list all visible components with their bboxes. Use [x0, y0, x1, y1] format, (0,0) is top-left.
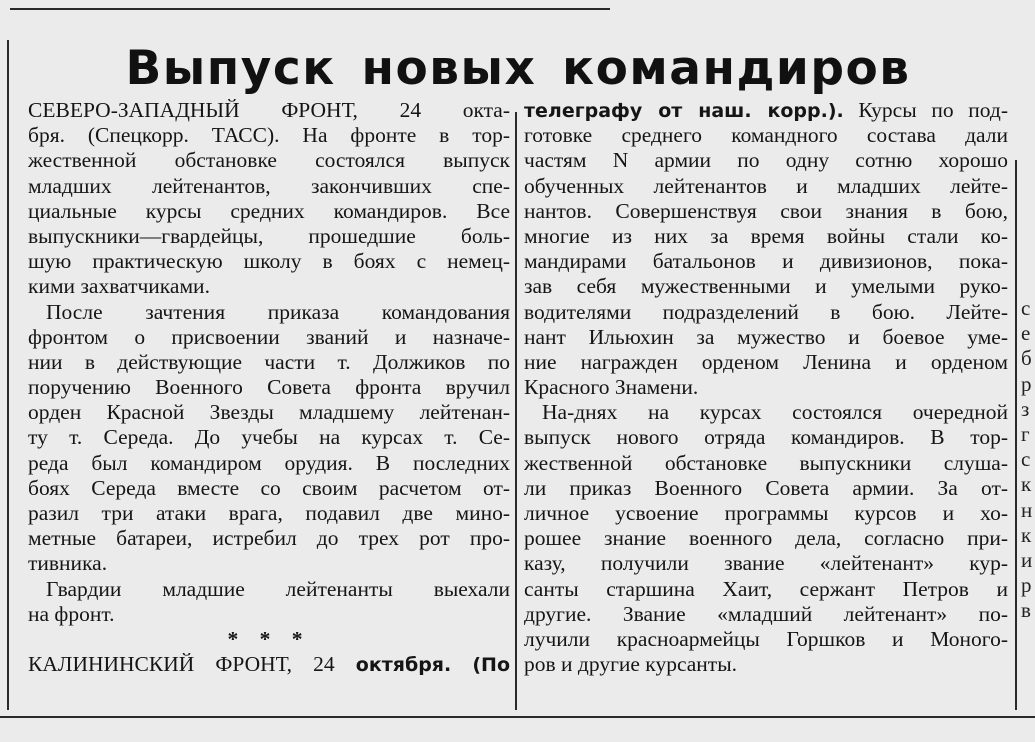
- article-line: метные батареи, истребил до трех рот про-: [28, 526, 510, 551]
- article-line: готовке среднего командного состава дали: [524, 123, 1008, 148]
- article-line: выпускники—гвардейцы, прошедшие боль-: [28, 223, 510, 248]
- dateline-bold: (По: [472, 654, 510, 677]
- right-column: [524, 98, 1008, 677]
- edge-letter: г: [1021, 421, 1030, 446]
- article-line: После зачтения приказа командования: [46, 299, 510, 324]
- edge-letter: с: [1021, 447, 1031, 472]
- article-line: ров и другие курсанты.: [524, 652, 738, 677]
- article-line: жественной обстановке выпускники слуша-: [524, 450, 1008, 475]
- article-line: другие. Звание «младший лейтенант» по-: [524, 601, 1008, 626]
- article-line: мандирами батальонов и дивизионов, пока-: [524, 249, 1008, 274]
- article-line: лучили красноармейцы Горшков и Моного-: [524, 626, 1008, 651]
- article-line: младших лейтенантов, закончивших спе-: [28, 173, 510, 198]
- edge-letter: и: [1021, 547, 1033, 572]
- article-line: шую практическую школу в боях с немец-: [28, 249, 510, 274]
- section-separator: * * *: [227, 626, 311, 651]
- edge-letter: к: [1021, 522, 1032, 547]
- article-line: обученных лейтенантов и младших лейте-: [524, 173, 1008, 198]
- article-line: СЕВЕРО-ЗАПАДНЫЙ ФРОНТ, 24 окта-: [28, 98, 510, 122]
- article-line: нант Ильюхин за мужество и боевое уме-: [524, 324, 1008, 349]
- bottom-rule: [0, 716, 1035, 718]
- article-line: боях Середа вместе со своим расчетом от-: [28, 475, 510, 500]
- article-line: личное усвоение программы курсов и хо-: [524, 501, 1008, 525]
- dateline-text: КАЛИНИНСКИЙ ФРОНТ, 24 октября. (По: [28, 652, 510, 677]
- edge-letter: к: [1021, 472, 1032, 497]
- article-line: нантов. Совершенствуя свои знания в бою,: [524, 198, 1008, 223]
- article-line: [28, 652, 510, 677]
- article-line: на фронт.: [28, 601, 115, 626]
- article-line: поручению Военного Совета фронта вручил: [28, 375, 510, 400]
- article-line: частям N армии по одну сотню хорошо: [524, 148, 1008, 173]
- edge-letter: р: [1021, 371, 1032, 396]
- article-line: циальные курсы средних командиров. Все: [28, 198, 510, 223]
- edge-letter: е: [1021, 321, 1031, 346]
- article-line: бря. (Спецкорр. ТАСС). На фронте в тор-: [28, 123, 510, 148]
- article-line: ние награжден орденом Ленина и орденом: [524, 349, 1008, 374]
- article-line: санты старшина Хаит, сержант Петров и: [524, 576, 1008, 601]
- edge-letter: с: [1021, 296, 1031, 320]
- edge-letter: н: [1021, 497, 1033, 522]
- article-line: зав себя мужественными и умелыми руко-: [524, 274, 1008, 299]
- left-column: [28, 98, 510, 677]
- article-line: тивника.: [28, 551, 108, 576]
- article-line: Красного Знамени.: [524, 375, 699, 400]
- article-line: рошее знание военного дела, согласно при-: [524, 526, 1008, 551]
- article-line: многие из них за время войны стали ко-: [524, 223, 1008, 248]
- article-line: разил три атаки врага, подавил две мино-: [28, 501, 510, 525]
- article-line: фронтом о присвоении званий и назначе-: [28, 324, 510, 349]
- article-line: Гвардии младшие лейтенанты выехали: [46, 576, 510, 601]
- headline: Выпуск новых командиров: [125, 41, 911, 96]
- dateline-month: октября.: [355, 654, 452, 677]
- article-line: кими захватчиками.: [28, 274, 210, 299]
- article-line: орден Красной Звезды младшему лейтенан-: [28, 400, 510, 425]
- article-line: жественной обстановке состоялся выпуск: [28, 148, 510, 173]
- left-rule: [7, 40, 9, 710]
- article-line: На-днях на курсах состоялся очередной: [542, 400, 1008, 425]
- edge-letter: з: [1021, 396, 1030, 421]
- article-line: ли приказ Военного Совета армии. За от-: [524, 475, 1008, 500]
- adjacent-column-fragment: [1021, 296, 1035, 623]
- edge-letter: р: [1021, 573, 1032, 598]
- edge-letter: в: [1021, 598, 1031, 623]
- right-edge-rule: [1015, 160, 1017, 710]
- article-line: выпуск нового отряда командиров. В тор-: [524, 425, 1008, 450]
- lead-in-bold: телеграфу от наш. корр.).: [524, 100, 844, 122]
- column-divider: [515, 112, 517, 710]
- article-line: реда был командиром орудия. В последних: [28, 450, 510, 475]
- top-rule: [10, 8, 610, 10]
- article-line: казу, получили звание «лейтенант» кур-: [524, 551, 1008, 576]
- article-line: нии в действующие части т. Должиков по: [28, 349, 510, 374]
- article-line: телеграфу от наш. корр.). Курсы по под-: [524, 98, 1009, 122]
- article-line: водителями подразделений в бою. Лейте-: [524, 299, 1008, 324]
- edge-letter: б: [1021, 346, 1032, 371]
- article-line: ту т. Середа. До учебы на курсах т. Се-: [28, 425, 510, 450]
